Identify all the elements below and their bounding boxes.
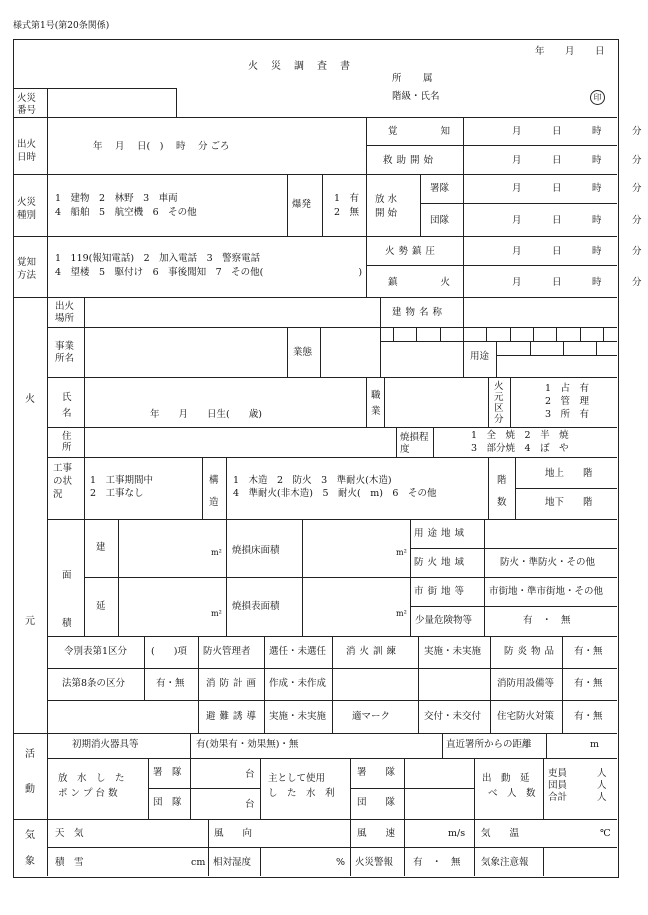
floors-label: 階数 bbox=[497, 475, 507, 508]
explosion-yes[interactable]: 1 有 bbox=[334, 193, 360, 204]
activity-side-bottom: 動 bbox=[25, 784, 35, 795]
mark-label: 適マーク bbox=[352, 711, 391, 722]
plan-label: 消防計画 bbox=[206, 678, 261, 689]
business-label: 事業所名 bbox=[55, 341, 75, 364]
form-id: 様式第1号(第20条関係) bbox=[13, 21, 110, 31]
burned-floor-label: 焼損床面積 bbox=[232, 545, 280, 556]
alarm-value[interactable]: 有・無 bbox=[574, 711, 603, 722]
equipment-value[interactable]: 有・無 bbox=[574, 678, 603, 689]
equipment-label: 消防用設備等 bbox=[497, 678, 555, 689]
extinguish-label: 鎮 火 bbox=[388, 277, 459, 288]
structure-1[interactable]: 1 木造 2 防火 3 準耐火(木造) bbox=[233, 475, 392, 486]
burn-degree-label: 焼損程度 bbox=[400, 432, 429, 455]
name-label: 氏名 bbox=[62, 392, 72, 419]
building-area-unit: m² bbox=[211, 548, 222, 557]
distance-unit: m bbox=[590, 739, 600, 750]
drill-label: 消火訓練 bbox=[346, 646, 401, 657]
appointed-value[interactable]: 選任・未選任 bbox=[269, 646, 327, 657]
awareness-method-row1[interactable]: 1 119(報知電話) 2 加入電話 3 警察電話 bbox=[55, 253, 261, 264]
mark-value[interactable]: 交付・未交付 bbox=[424, 711, 482, 722]
page-title: 火災調査書 bbox=[248, 61, 363, 72]
initial-equip-label: 初期消火器具等 bbox=[72, 739, 139, 750]
staff-count[interactable]: 人 bbox=[597, 768, 607, 779]
corps-label: 団隊 bbox=[430, 215, 450, 226]
dob-field[interactable]: 年 月 日生( 歳) bbox=[150, 409, 262, 420]
pump-corps-label: 団 隊 bbox=[153, 797, 182, 808]
wind-speed-unit: m/s bbox=[448, 828, 466, 839]
members-count[interactable]: 人 bbox=[597, 780, 607, 791]
water-label-2: し た 水 利 bbox=[268, 788, 335, 799]
warning-value[interactable]: 有 ・ 無 bbox=[413, 857, 461, 868]
suppression-label: 火勢鎮圧 bbox=[385, 246, 440, 257]
structure-2[interactable]: 4 準耐火(非木造) 5 耐火( m) 6 その他 bbox=[233, 488, 437, 499]
plan-value[interactable]: 作成・未作成 bbox=[269, 678, 327, 689]
area-label: 面積 bbox=[62, 570, 72, 629]
retardant-value[interactable]: 有・無 bbox=[574, 646, 603, 657]
business-type-label: 業態 bbox=[293, 347, 313, 358]
fire-unit-label: 署隊 bbox=[430, 183, 450, 194]
structure-label: 構造 bbox=[209, 475, 219, 508]
members-label: 団員 bbox=[548, 780, 568, 791]
building-area-label: 建 bbox=[96, 542, 106, 553]
water-label-1: 主として使用 bbox=[268, 773, 326, 784]
corps-time[interactable]: 月 日 時 分 bbox=[512, 215, 648, 226]
snow-unit: cm bbox=[191, 857, 206, 868]
distance-label: 直近署所からの距離 bbox=[446, 739, 532, 750]
origin-class-2[interactable]: 2 管 理 bbox=[545, 396, 590, 407]
water-corps-label: 団 隊 bbox=[357, 797, 396, 808]
staff-label: 吏員 bbox=[548, 768, 568, 779]
water-unit-label: 署 隊 bbox=[357, 767, 396, 778]
wind-speed-label: 風 速 bbox=[357, 828, 396, 839]
city-zone-value[interactable]: 市街地・準市街地・その他 bbox=[489, 586, 604, 597]
occupation-label: 職業 bbox=[371, 390, 381, 417]
temp-unit: ℃ bbox=[600, 828, 611, 839]
fire-unit-time[interactable]: 月 日 時 分 bbox=[512, 183, 648, 194]
extinguish-time[interactable]: 月 日 時 分 bbox=[512, 277, 648, 288]
date-month: 月 bbox=[565, 46, 575, 57]
humidity-label: 相対湿度 bbox=[213, 857, 252, 868]
pumps-label-2: ポ ン プ 台 数 bbox=[58, 788, 118, 799]
pump-unit-label: 署 隊 bbox=[153, 767, 182, 778]
construction-state-label: 工事の状況 bbox=[53, 463, 73, 500]
burn-degree-2[interactable]: 3 部分焼 4 ぼ や bbox=[471, 443, 569, 454]
date-year: 年 bbox=[535, 46, 545, 57]
rescue-time[interactable]: 月 日 時 分 bbox=[512, 155, 648, 166]
floors-above[interactable]: 地上 階 bbox=[545, 468, 593, 479]
awareness-time[interactable]: 月 日 時 分 bbox=[512, 126, 648, 137]
total-label: 合計 bbox=[548, 792, 568, 803]
floor-area-label: 延 bbox=[96, 601, 106, 612]
total-count[interactable]: 人 bbox=[597, 792, 607, 803]
pump-corps-count[interactable]: 台 bbox=[245, 799, 255, 810]
origin-class-label: 火元区分 bbox=[494, 381, 504, 425]
outbreak-label: 出火日時 bbox=[17, 139, 37, 163]
water-start-label: 放 水 開 始 bbox=[375, 194, 398, 219]
explosion-no[interactable]: 2 無 bbox=[334, 207, 360, 218]
fire-number-field[interactable] bbox=[48, 89, 175, 116]
burn-degree-1[interactable]: 1 全 焼 2 半 焼 bbox=[471, 430, 569, 441]
fire-type-row1[interactable]: 1 建物 2 林野 3 車両 bbox=[55, 193, 178, 204]
suppression-time[interactable]: 月 日 時 分 bbox=[512, 246, 648, 257]
fire-type-row2[interactable]: 4 船舶 5 航空機 6 その他 bbox=[55, 207, 197, 218]
warning-label: 火災警報 bbox=[355, 857, 394, 868]
awareness-label: 覚 知 bbox=[388, 126, 459, 137]
use-label: 用途 bbox=[470, 351, 490, 362]
persons-label-1: 出 動 延 bbox=[482, 773, 530, 784]
drill-value[interactable]: 実施・未実施 bbox=[424, 646, 482, 657]
origin-class-3[interactable]: 3 所 有 bbox=[545, 409, 590, 420]
rank-name-label: 階級・氏名 bbox=[392, 91, 440, 102]
seal-icon: 印 bbox=[590, 90, 605, 105]
floor-area-unit: m² bbox=[211, 609, 222, 618]
fire-place-label: 出火場所 bbox=[55, 301, 75, 324]
fire-zone-value[interactable]: 防火・準防火・その他 bbox=[500, 557, 596, 568]
origin-class-1[interactable]: 1 占 有 bbox=[545, 383, 590, 394]
ord-table-label: 令別表第1区分 bbox=[64, 646, 128, 657]
construction-state-2[interactable]: 2 工事なし bbox=[90, 488, 144, 499]
address-label: 住所 bbox=[62, 431, 72, 453]
burned-floor-unit: m² bbox=[396, 548, 407, 557]
weather-side-bottom: 象 bbox=[25, 856, 35, 867]
activity-side-top: 活 bbox=[25, 749, 35, 760]
snow-label: 積 雪 bbox=[55, 857, 84, 868]
humidity-unit: % bbox=[336, 857, 346, 868]
burned-surface-label: 焼損表面積 bbox=[232, 601, 280, 612]
law8-label: 法第8条の区分 bbox=[62, 678, 126, 689]
ord-item-field[interactable]: ( )項 bbox=[151, 646, 187, 657]
hazmat-label: 少量危険物等 bbox=[415, 615, 473, 626]
rescue-label: 救助開始 bbox=[383, 155, 438, 166]
date-day: 日 bbox=[595, 46, 605, 57]
persons-label-2: べ 人 数 bbox=[488, 788, 536, 799]
outbreak-datetime[interactable]: 年 月 日( ) 時 分 ごろ bbox=[93, 141, 230, 152]
evac-label: 避難誘導 bbox=[206, 711, 261, 722]
weather-label: 天 気 bbox=[55, 828, 84, 839]
wind-dir-label: 風 向 bbox=[214, 828, 253, 839]
pumps-label-1: 放 水 し た bbox=[58, 773, 125, 784]
initial-equip-value[interactable]: 有(効果有・効果無)・無 bbox=[196, 739, 299, 750]
alarm-label: 住宅防火対策 bbox=[497, 711, 555, 722]
origin-side-top: 火 bbox=[25, 394, 35, 405]
awareness-method-row2[interactable]: 4 望楼 5 駆付け 6 事後聞知 7 その他( ) bbox=[55, 267, 363, 278]
burned-surface-unit: m² bbox=[396, 609, 407, 618]
temp-label: 気 温 bbox=[481, 828, 520, 839]
city-zone-label: 市街地等 bbox=[414, 586, 469, 597]
fire-number-label: 火災番号 bbox=[17, 93, 37, 116]
law8-value[interactable]: 有・無 bbox=[156, 678, 185, 689]
use-zone-label: 用途地域 bbox=[414, 528, 469, 539]
affiliation-label: 所 属 bbox=[392, 73, 439, 84]
evac-value[interactable]: 実施・未実施 bbox=[269, 711, 327, 722]
explosion-label: 爆発 bbox=[292, 199, 312, 210]
construction-state-1[interactable]: 1 工事期間中 bbox=[90, 475, 154, 486]
weather-side-top: 気 bbox=[25, 830, 35, 841]
fire-manager-label: 防火管理者 bbox=[203, 646, 251, 657]
building-name-label: 建物名称 bbox=[392, 307, 447, 318]
retardant-label: 防炎物品 bbox=[504, 646, 559, 657]
fire-zone-label: 防火地域 bbox=[414, 557, 469, 568]
pump-unit-count[interactable]: 台 bbox=[245, 769, 255, 780]
fire-type-label: 火災種別 bbox=[17, 197, 37, 221]
awareness-method-label: 覚知方法 bbox=[17, 257, 37, 281]
origin-side-bottom: 元 bbox=[25, 616, 35, 627]
floors-below[interactable]: 地下 階 bbox=[545, 497, 593, 508]
advisory-label: 気象注意報 bbox=[481, 857, 529, 868]
hazmat-value[interactable]: 有 ・ 無 bbox=[523, 615, 571, 626]
